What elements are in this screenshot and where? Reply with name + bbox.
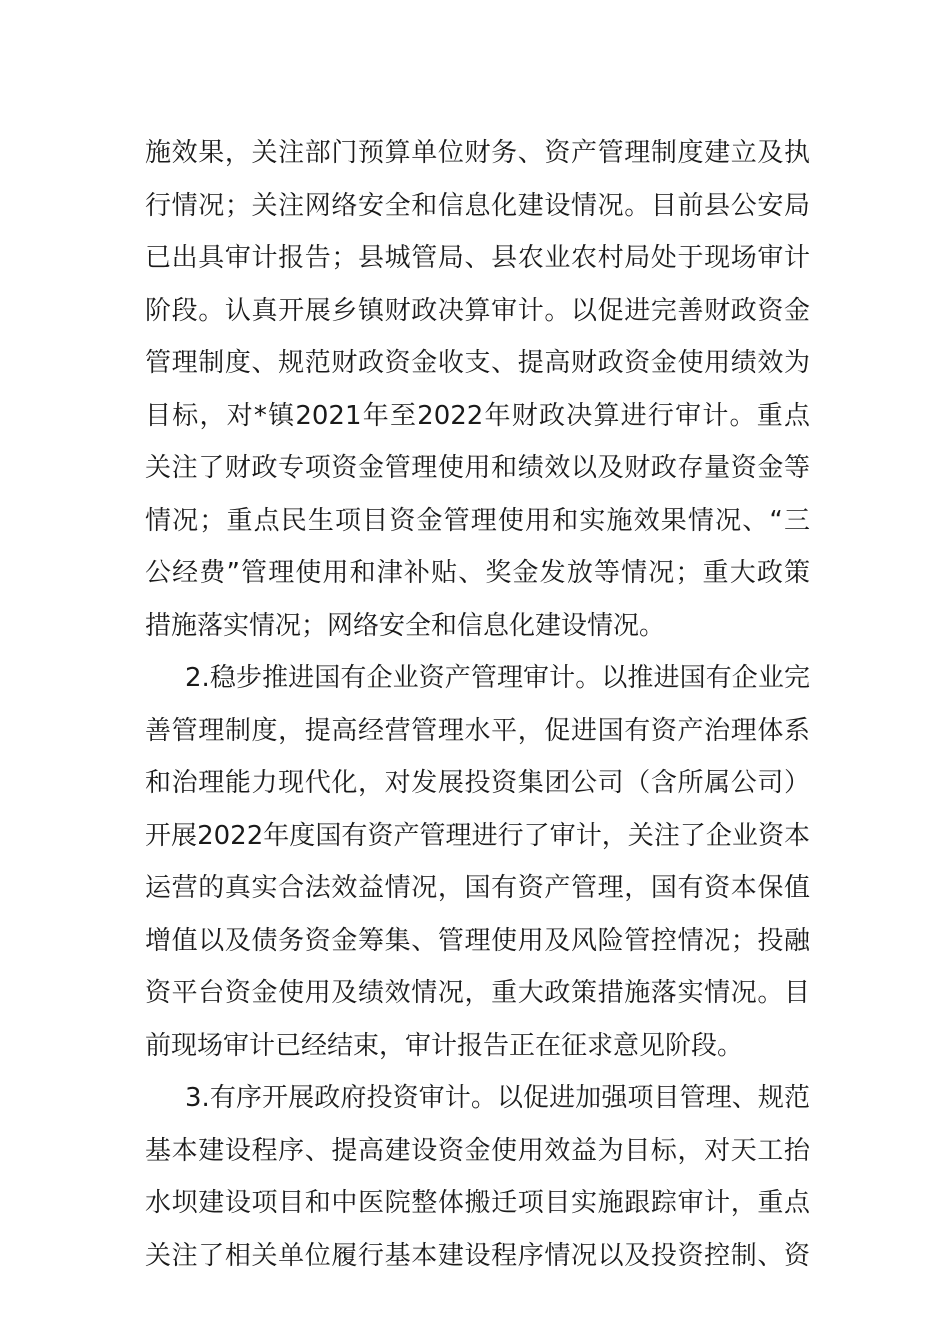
paragraph-last-line: 前现场审计已经结束，审计报告正在征求意见阶段。	[145, 1030, 744, 1061]
text-line: 目标，对*镇2021年至2022年财政决算进行审计。重点	[145, 400, 810, 431]
text-line: 增值以及债务资金筹集、管理使用及风险管控情况；投融	[145, 925, 810, 956]
text-line: 关注了财政专项资金管理使用和绩效以及财政存量资金等	[145, 453, 810, 483]
text-line: 情况；重点民生项目资金管理使用和实施效果情况、“三	[145, 505, 810, 536]
section-heading-line: 2.稳步推进国有企业资产管理审计。以推进国有企业完	[185, 663, 810, 693]
text-line: 运营的真实合法效益情况，国有资产管理，国有资本保值	[145, 873, 810, 903]
text-line: 开展2022年度国有资产管理进行了审计，关注了企业资本	[145, 820, 810, 851]
text-line: 阶段。认真开展乡镇财政决算审计。以促进完善财政资金	[145, 295, 810, 326]
text-line: 基本建设程序、提高建设资金使用效益为目标，对天工抬	[145, 1135, 810, 1166]
text-line: 水坝建设项目和中医院整体搬迁项目实施跟踪审计，重点	[145, 1188, 810, 1218]
text-line: 已出具审计报告；县城管局、县农业农村局处于现场审计	[145, 243, 810, 273]
paragraph-last-line: 措施落实情况；网络安全和信息化建设情况。	[145, 610, 666, 641]
text-line: 资平台资金使用及绩效情况，重大政策措施落实情况。目	[145, 978, 810, 1008]
text-line: 管理制度、规范财政资金收支、提高财政资金使用绩效为	[145, 348, 810, 378]
text-line: 和治理能力现代化，对发展投资集团公司（含所属公司）	[145, 768, 810, 798]
text-line: 公经费”管理使用和津补贴、奖金发放等情况；重大政策	[145, 558, 810, 588]
text-line: 行情况；关注网络安全和信息化建设情况。目前县公安局	[145, 190, 810, 221]
text-line: 善管理制度，提高经营管理水平，促进国有资产治理体系	[145, 715, 810, 746]
text-line: 施效果，关注部门预算单位财务、资产管理制度建立及执	[145, 138, 810, 168]
document-body	[145, 127, 810, 1282]
section-heading-line: 3.有序开展政府投资审计。以促进加强项目管理、规范	[185, 1083, 810, 1113]
text-line: 关注了相关单位履行基本建设程序情况以及投资控制、资	[145, 1240, 810, 1271]
